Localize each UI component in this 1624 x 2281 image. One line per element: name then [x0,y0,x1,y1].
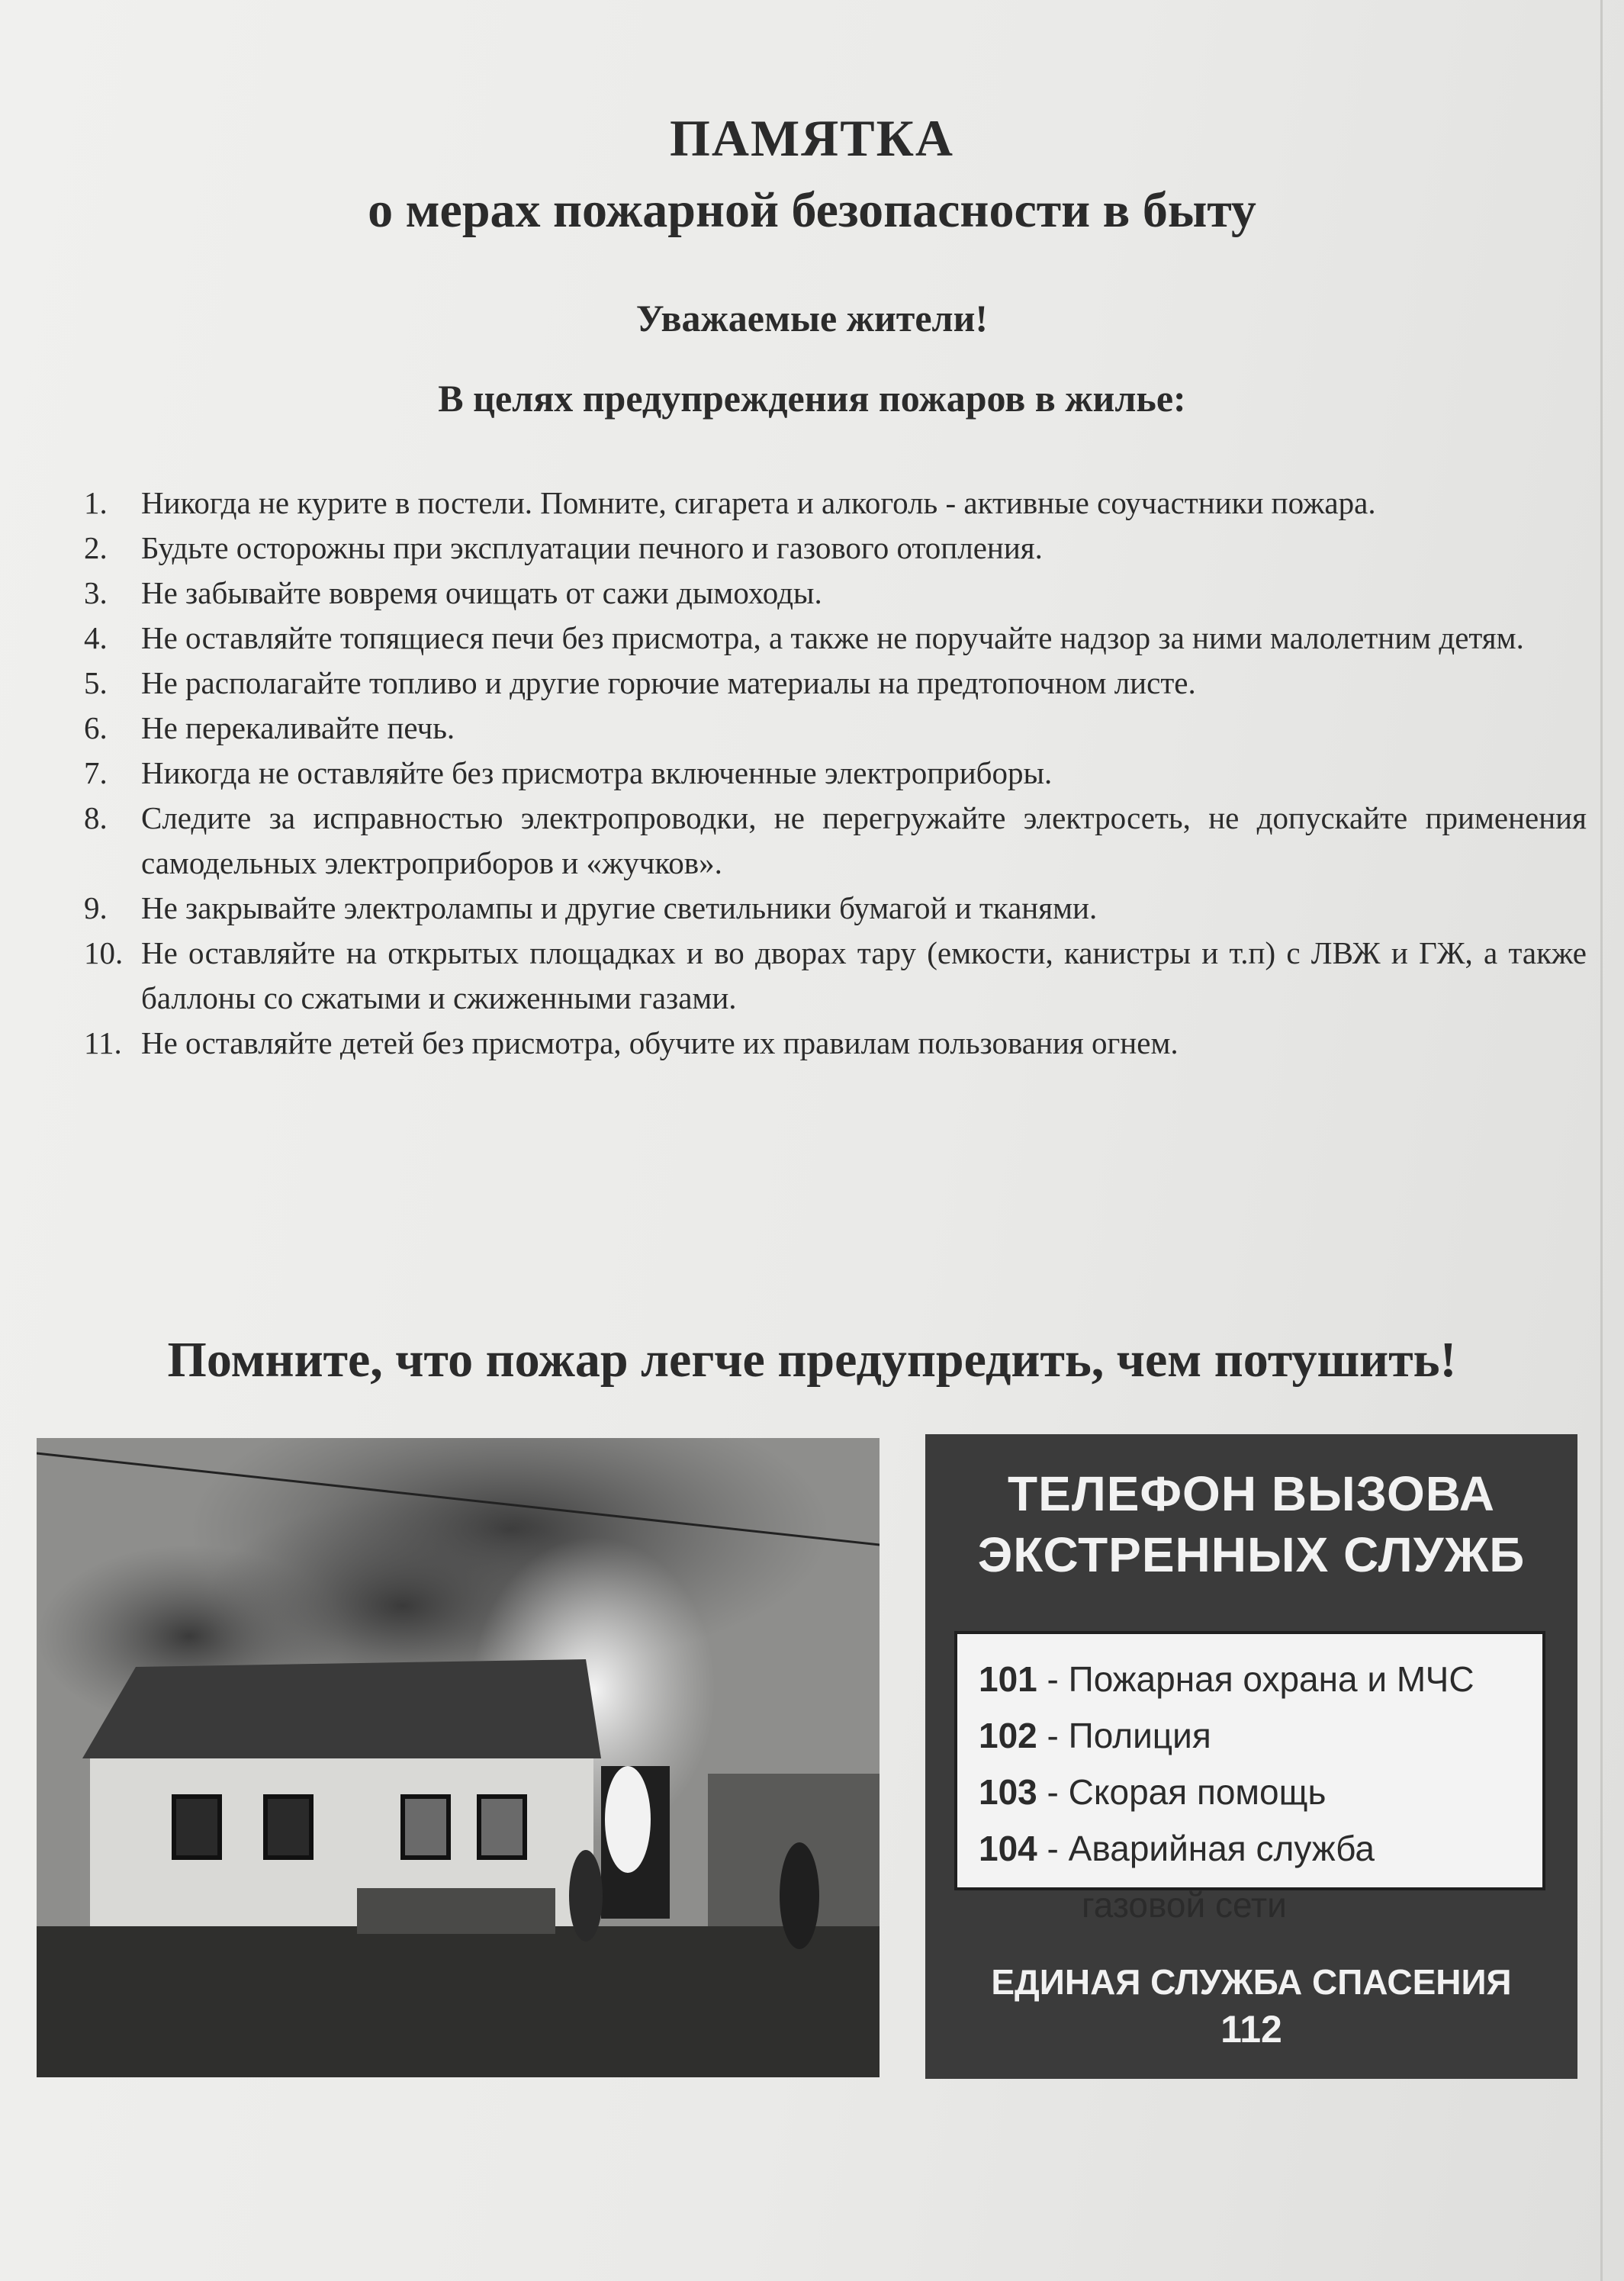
rule-text: Не перекаливайте печь. [141,710,455,745]
rule-text: Будьте осторожны при эксплуатации печного и газового отопления. [141,530,1043,565]
rule-text: Не оставляйте на открытых площадках и во дворах тару (емкости, канистры и т.п) с ЛВЖ и ГЖ, а также баллоны со сжатыми и сжиженными газами. [141,935,1587,1015]
fire-flame [605,1766,651,1873]
rule-item: 6. Не перекаливайте печь. [84,710,455,745]
burning-house-illustration [37,1438,880,2077]
rule-item: 9. Не закрывайте электролампы и другие светильники бумагой и тканями. [84,890,1098,925]
rule-text: Никогда не оставляйте без присмотра включенные электроприборы. [141,755,1053,790]
rule-item: 5. Не располагайте топливо и другие горючие материалы на предтопочном листе. [84,665,1196,700]
service-gas: 104 - Аварийная служба [979,1829,1375,1868]
greeting: Уважаемые жители! [635,297,989,339]
page-edge-divider [1600,0,1603,2281]
rule-item: 3. Не забывайте вовремя очищать от сажи дымоходы. [84,575,822,610]
emergency-title-line2: ЭКСТРЕННЫХ СЛУЖБ [977,1527,1526,1582]
safety-rules-list [84,481,1587,1066]
service-gas-line2: газовой сети [1082,1885,1287,1925]
unified-rescue-number: 112 [1220,2008,1282,2051]
rule-text: Не оставляйте детей без присмотра, обучите их правилам пользования огнем. [141,1025,1179,1060]
rule-text: Не закрывайте электролампы и другие светильники бумагой и тканями. [141,890,1098,925]
emergency-phones-panel [925,1434,1577,2079]
emergency-services-list [954,1631,1545,1925]
rule-item: 4. Не оставляйте топящиеся печи без присмотра, а также не поручайте надзор за ними малолетним детям. [84,620,1524,655]
service-police: 102 - Полиция [979,1716,1211,1755]
document-title: ПАМЯТКА [669,109,955,167]
slogan: Помните, что пожар легче предупредить, чем потушить! [167,1332,1457,1388]
rule-item: 1. Никогда не курите в постели. Помните, сигарета и алкоголь - активные соучастники пожара. [84,485,1376,520]
rule-text: Не забывайте вовремя очищать от сажи дымоходы. [141,575,822,610]
rule-item: 2. Будьте осторожны при эксплуатации печного и газового отопления. [84,530,1043,565]
rule-item: 11. Не оставляйте детей без присмотра, обучите их правилам пользования огнем. [84,1025,1179,1060]
rule-text: Никогда не курите в постели. Помните, сигарета и алкоголь - активные соучастники пожара. [141,485,1376,520]
service-ambulance: 103 - Скорая помощь [979,1772,1327,1812]
rule-item: 10. Не оставляйте на открытых площадках и во дворах тару (емкости, канистры и т.п) с ЛВЖ и ГЖ, а также баллоны со сжатыми и сжиженными газами. [84,935,1587,1015]
emergency-title-line1: ТЕЛЕФОН ВЫЗОВА [1008,1466,1495,1521]
unified-rescue-label: ЕДИНАЯ СЛУЖБА СПАСЕНИЯ [991,1962,1512,2002]
fence [357,1888,555,1934]
intro-heading: В целях предупреждения пожаров в жилье: [438,377,1186,420]
service-fire: 101 - Пожарная охрана и МЧС [979,1659,1474,1699]
burning-house-photo [37,1438,880,2077]
rule-text: Следите за исправностью электропроводки, не перегружайте электросеть, не допускайте применения самодельных электроприборов и «жучков». [141,800,1587,880]
firefighter [569,1850,603,1942]
roof [82,1659,601,1758]
rule-text: Не располагайте топливо и другие горючие материалы на предтопочном листе. [141,665,1196,700]
rule-text: Не оставляйте топящиеся печи без присмотра, а также не поручайте надзор за ними малолетним детям. [141,620,1524,655]
ground [37,1926,880,2077]
document-subtitle: о мерах пожарной безопасности в быту [368,182,1256,238]
rule-item: 7. Никогда не оставляйте без присмотра включенные электроприборы. [84,755,1053,790]
rule-item: 8. Следите за исправностью электропроводки, не перегружайте электросеть, не допускайте применения самодельных электроприборов и «жучков». [84,800,1587,880]
